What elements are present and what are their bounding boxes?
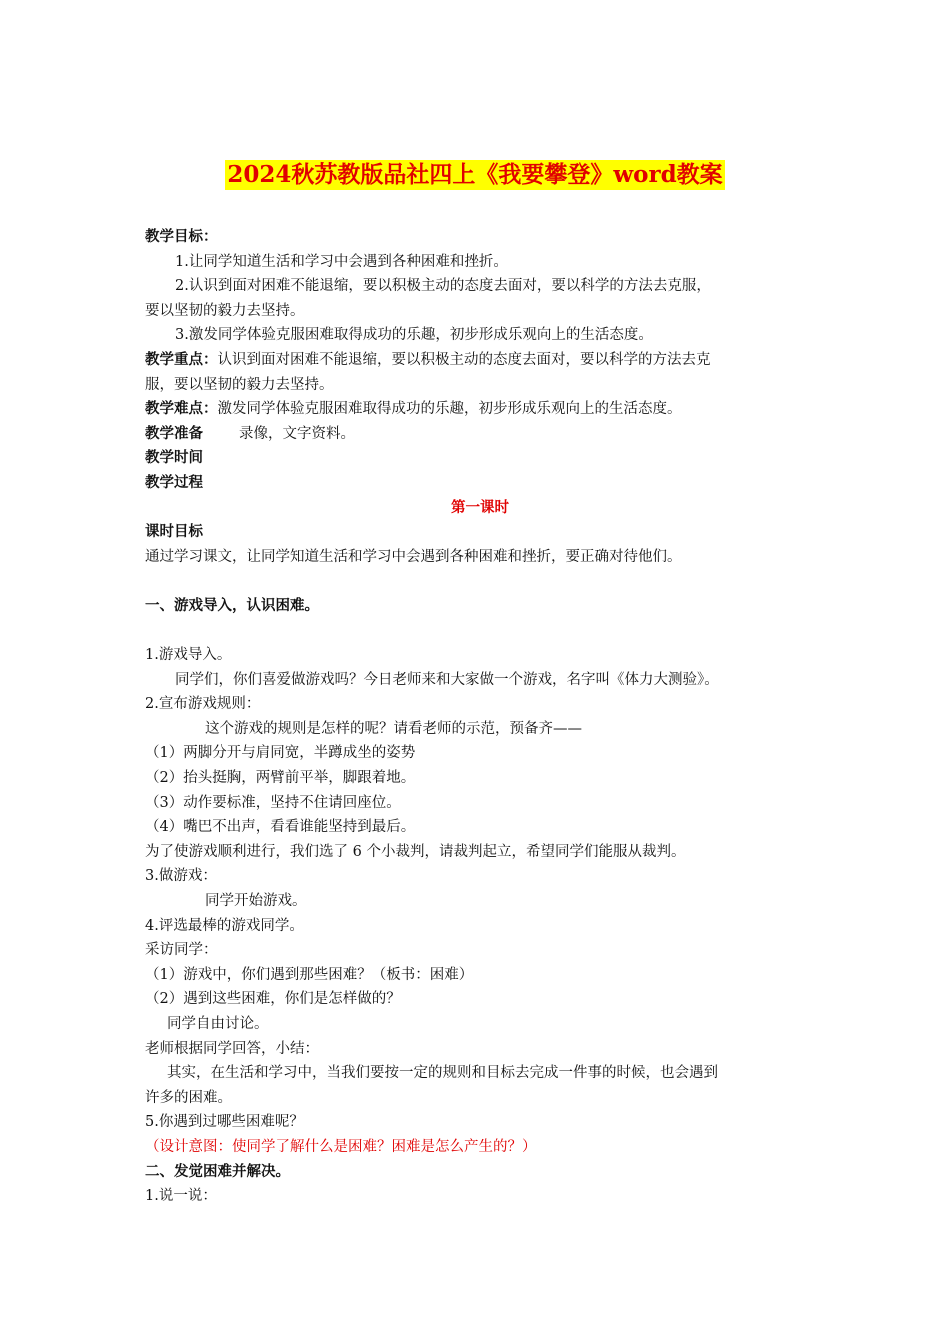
step-text: 同学开始游戏。: [205, 893, 307, 910]
key-point: [145, 348, 815, 373]
section2-heading: 二、发觉困难并解决。: [145, 1162, 290, 1180]
spacer: [145, 569, 815, 594]
preparation: [145, 422, 815, 447]
step-item: 1.游戏导入。: [145, 647, 232, 664]
preparation-text: 录像，文字资料。: [239, 425, 355, 442]
step-item: 3.做游戏：: [145, 868, 217, 885]
interview-label: 采访同学：: [145, 942, 218, 959]
step-text: 同学们，你们喜爱做游戏吗？今日老师来和大家做一个游戏，名字叫《体力大测验》。: [175, 671, 719, 688]
rule-item: （2）抬头挺胸，两臂前平举，脚跟着地。: [145, 770, 416, 787]
rule-item: （3）动作要标准，坚持不住请回座位。: [145, 794, 401, 811]
discuss-text: 同学自由讨论。: [167, 1016, 269, 1032]
key-point-label: 教学重点：: [145, 350, 218, 368]
goal-item: 2.认识到面对困难不能退缩，要以积极主动的态度去面对，要以科学的方法去克服，: [175, 278, 711, 295]
question-item: （2）遇到这些困难，你们是怎样做的？: [145, 991, 401, 1008]
difficulty: [145, 397, 815, 422]
document-body: [145, 225, 815, 1209]
step-text: 这个游戏的规则是怎样的呢？请看老师的示范，预备齐——: [205, 720, 582, 737]
summary-text: 其实，在生活和学习中，当我们要按一定的规则和目标去完成一件事的时候，也会遇到: [167, 1065, 718, 1082]
goals-label: 教学目标：: [145, 228, 218, 245]
lesson-heading: 第一课时: [451, 498, 509, 516]
key-point-text: 认识到面对困难不能退缩，要以积极主动的态度去面对，要以科学的方法去克: [217, 351, 711, 368]
spacer: [145, 619, 815, 644]
summary-text: 许多的困难。: [145, 1089, 232, 1106]
document-title: 2024秋苏教版品社四上《我要攀登》word教案: [227, 161, 723, 188]
step-item: 1.说一说：: [145, 1188, 217, 1205]
step-item: 4.评选最棒的游戏同学。: [145, 917, 304, 934]
rule-item: （1）两脚分开与肩同宽，半蹲成坐的姿势: [145, 745, 416, 762]
step-item: 2.宣布游戏规则：: [145, 696, 261, 713]
goal-item: 1.让同学知道生活和学习中会遇到各种困难和挫折。: [175, 253, 508, 270]
step-item: 5.你遇到过哪些困难呢？: [145, 1114, 304, 1131]
rule-item: （4）嘴巴不出声，看看谁能坚持到最后。: [145, 819, 416, 836]
section1-heading: 一、游戏导入，认识困难。: [145, 596, 319, 614]
lesson-goal-text: 通过学习课文，让同学知道生活和学习中会遇到各种困难和挫折，要正确对待他们。: [145, 548, 682, 565]
title-wrap: [0, 160, 950, 190]
key-point-cont: 服，要以坚韧的毅力去坚持。: [145, 376, 334, 393]
referee-text: 为了使游戏顺利进行，我们选了 6 个小裁判，请裁判起立，希望同学们能服从裁判。: [145, 843, 686, 860]
goal-item: 要以坚韧的毅力去坚持。: [145, 302, 305, 319]
process-label: 教学过程: [145, 473, 203, 491]
design-note: （设计意图：使同学了解什么是困难？困难是怎么产生的？）: [145, 1138, 537, 1155]
lesson-goal-label: 课时目标: [145, 523, 203, 541]
difficulty-label: 教学难点：: [145, 400, 218, 418]
time-label: 教学时间: [145, 449, 203, 467]
question-item: （1）游戏中，你们遇到那些困难？（板书：困难）: [145, 966, 474, 983]
preparation-label: 教学准备: [145, 424, 203, 442]
summary-intro: 老师根据同学回答，小结：: [145, 1040, 319, 1057]
difficulty-text: 激发同学体验克服困难取得成功的乐趣，初步形成乐观向上的生活态度。: [217, 401, 682, 418]
goal-item: 3.激发同学体验克服困难取得成功的乐趣，初步形成乐观向上的生活态度。: [175, 327, 653, 344]
